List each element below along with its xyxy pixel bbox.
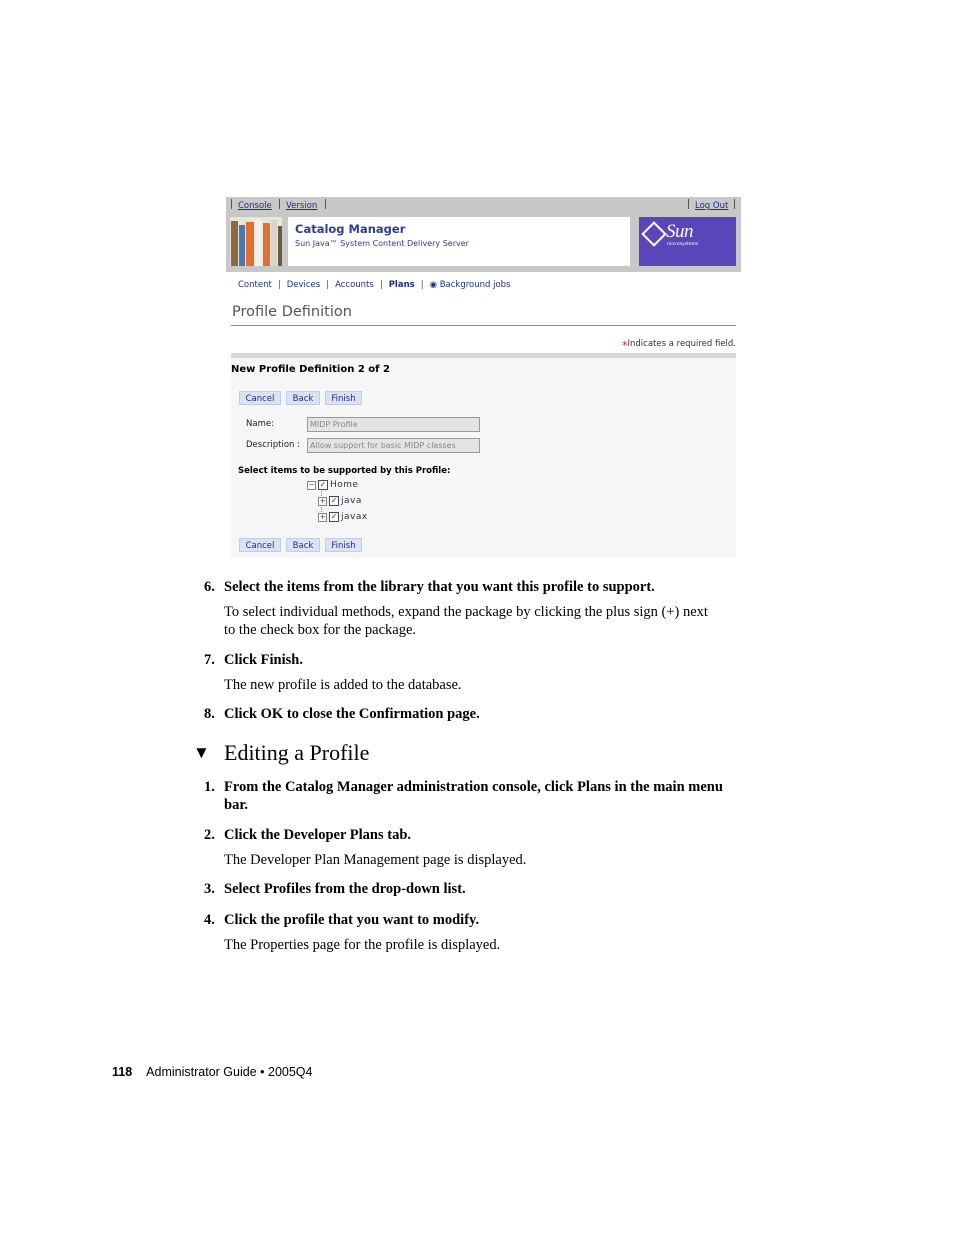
tree-label-javax: javax	[341, 512, 368, 522]
sun-logo-text: Sun	[666, 221, 693, 242]
step-text: Select Profiles from the drop-down list.	[224, 881, 466, 897]
divider	[325, 199, 326, 209]
divider	[279, 199, 280, 209]
checkbox-checked-icon[interactable]: ✓	[319, 480, 327, 489]
expand-icon[interactable]: +	[319, 512, 326, 521]
nav-content[interactable]: Content	[238, 280, 272, 290]
step-text: Click Finish.	[224, 652, 303, 668]
version-link[interactable]: Version	[286, 201, 318, 211]
finish-button[interactable]: Finish	[325, 538, 362, 552]
step-6-body-line-2: to the check box for the package.	[224, 622, 417, 638]
triangle-down-icon: ▼	[193, 743, 210, 762]
main-nav: Content | Devices | Accounts | Plans | ◉ Background jobs	[238, 280, 511, 290]
footer-doc-title: Administrator Guide	[146, 1065, 257, 1079]
tree-label-home: Home	[330, 480, 359, 490]
page-footer	[112, 1065, 312, 1079]
step-text: Click the Developer Plans tab.	[224, 827, 412, 843]
tree-node-java[interactable]	[318, 496, 362, 507]
top-bar	[226, 197, 741, 215]
step-number: 3.	[204, 881, 215, 897]
divider	[734, 199, 735, 209]
step-number: 7.	[204, 652, 215, 668]
step-b-4-body: The Properties page for the profile is displayed.	[224, 937, 501, 953]
step-text: Select the items from the library that you want this profile to support.	[224, 579, 655, 595]
step-8	[204, 706, 480, 723]
product-title-box	[288, 217, 630, 266]
divider	[688, 199, 689, 209]
required-mark: *	[622, 339, 628, 352]
required-note-text: Indicates a required field.	[627, 339, 736, 349]
step-number: 8.	[204, 706, 215, 722]
step-7	[204, 652, 303, 669]
select-items-label: Select items to be supported by this Profile:	[238, 466, 451, 476]
footer-bullet: •	[260, 1065, 265, 1079]
product-subtitle: Sun Java™ System Content Delivery Server	[295, 239, 469, 248]
sun-logo-icon	[641, 221, 666, 246]
back-button[interactable]: Back	[286, 391, 320, 405]
step-6-body-line-1: To select individual methods, expand the package by clicking the plus sign (+) next	[224, 604, 708, 620]
step-text: From the Catalog Manager administration console, click Plans in the main menu	[224, 779, 723, 795]
step-b-1-line-2: bar.	[224, 797, 249, 813]
logout-link[interactable]: Log Out	[695, 201, 729, 211]
step-text: Click the profile that you want to modify.	[224, 912, 480, 928]
page-number: 118	[112, 1065, 133, 1079]
step-number: 4.	[204, 912, 215, 928]
tree-node-home[interactable]	[307, 480, 359, 491]
product-banner	[226, 215, 741, 272]
wizard-title: New Profile Definition 2 of 2	[231, 364, 390, 375]
step-number: 1.	[204, 779, 215, 795]
step-text: Click OK to close the Confirmation page.	[224, 706, 480, 722]
catalog-manager-screenshot	[226, 197, 741, 560]
finish-button[interactable]: Finish	[325, 391, 362, 405]
checkbox-checked-icon[interactable]: ✓	[330, 512, 338, 521]
required-field-note	[622, 339, 736, 352]
collapse-icon[interactable]: −	[308, 480, 315, 489]
checkbox-checked-icon[interactable]: ✓	[330, 496, 338, 505]
description-label: Description :	[246, 440, 300, 450]
nav-devices[interactable]: Devices	[286, 280, 321, 290]
page-title: Profile Definition	[232, 304, 352, 320]
tree-node-javax[interactable]	[318, 512, 368, 523]
step-b-4	[204, 912, 479, 929]
cancel-button[interactable]: Cancel	[239, 538, 281, 552]
cancel-button[interactable]: Cancel	[239, 391, 281, 405]
globe-icon: ◉	[429, 280, 440, 290]
step-6	[204, 579, 655, 596]
nav-background-jobs[interactable]: Background jobs	[439, 280, 511, 290]
name-field[interactable]: MIDP Profile	[307, 417, 480, 432]
sun-logo	[639, 217, 736, 266]
books-image	[230, 217, 282, 266]
wizard-form	[231, 358, 736, 558]
footer-version: 2005Q4	[268, 1065, 313, 1079]
step-7-body: The new profile is added to the database.	[224, 677, 462, 693]
step-b-2-body: The Developer Plan Management page is displayed.	[224, 852, 527, 868]
section-heading	[193, 740, 369, 766]
section-title: Editing a Profile	[224, 740, 370, 765]
title-divider	[231, 325, 736, 326]
name-label: Name:	[246, 419, 274, 429]
description-field[interactable]: Allow support for basic MIDP classes	[307, 438, 480, 453]
sun-logo-tagline: microsystems	[667, 242, 699, 247]
product-title: Catalog Manager	[295, 222, 406, 236]
divider	[231, 199, 232, 209]
step-number: 2.	[204, 827, 215, 843]
step-b-1	[204, 779, 723, 796]
nav-accounts[interactable]: Accounts	[335, 280, 374, 290]
console-link[interactable]: Console	[238, 201, 272, 211]
tree-label-java: java	[341, 496, 362, 506]
back-button[interactable]: Back	[286, 538, 320, 552]
step-b-3	[204, 881, 466, 898]
step-b-2	[204, 827, 411, 844]
nav-plans[interactable]: Plans	[388, 280, 415, 290]
step-number: 6.	[204, 579, 215, 595]
expand-icon[interactable]: +	[319, 496, 326, 505]
